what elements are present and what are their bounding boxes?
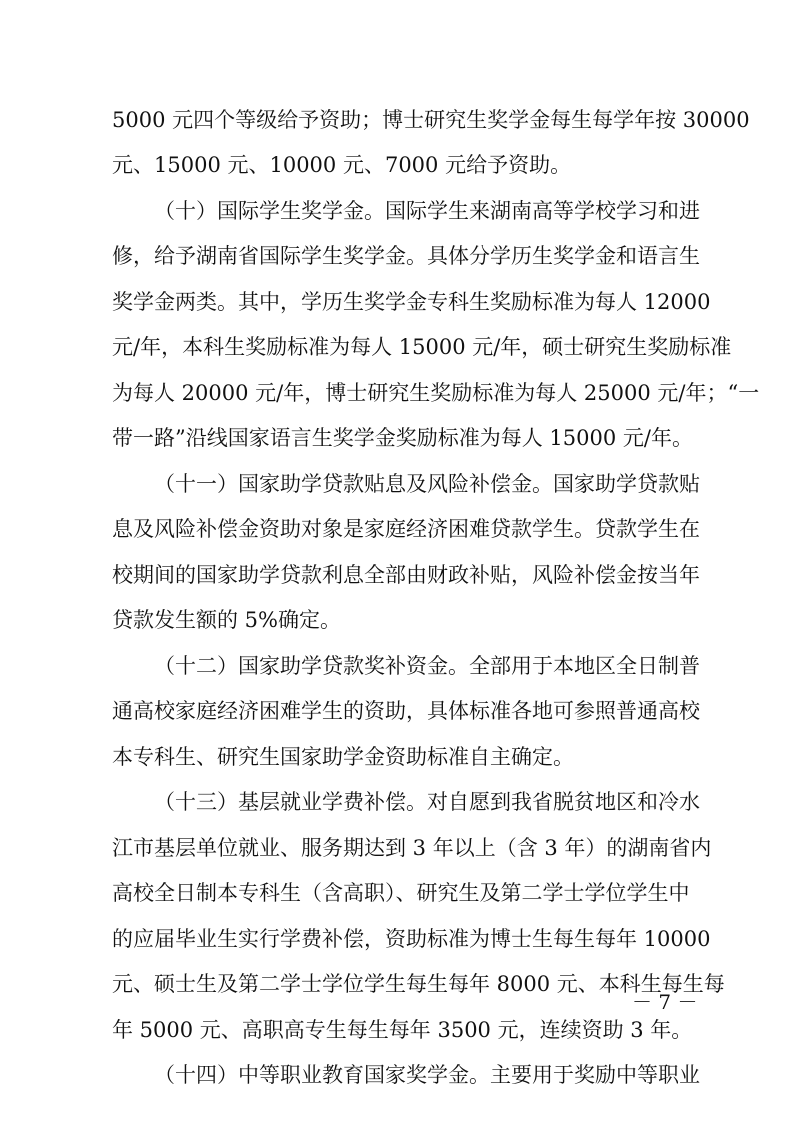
text-line: 奖学金两类。其中，学历生奖学金专科生奖励标准为每人 12000 — [112, 290, 711, 314]
paragraph-heading-line: （十三）基层就业学费补偿。对自愿到我省脱贫地区和冷水 — [154, 790, 700, 814]
text-line: 修，给予湖南省国际学生奖学金。具体分学历生奖学金和语言生 — [112, 244, 700, 268]
text-line: 江市基层单位就业、服务期达到 3 年以上（含 3 年）的湖南省内 — [112, 836, 712, 860]
text-line: 年 5000 元、高职高专生每生每年 3500 元，连续资助 3 年。 — [112, 1018, 693, 1042]
text-line: 通高校家庭经济困难学生的资助，具体标准各地可参照普通高校 — [112, 699, 700, 723]
text-line: 元、15000 元、10000 元、7000 元给予资助。 — [112, 153, 572, 177]
paragraph-heading-line: （十二）国家助学贷款奖补资金。全部用于本地区全日制普 — [154, 654, 700, 678]
text-line: 校期间的国家助学贷款利息全部由财政补贴，风险补偿金按当年 — [112, 563, 700, 587]
text-line: 5000 元四个等级给予资助；博士研究生奖学金每生每学年按 30000 — [112, 108, 750, 132]
text-line: 带一路”沿线国家语言生奖学金奖励标准为每人 15000 元/年。 — [112, 426, 693, 450]
text-line: 本专科生、研究生国家助学金资助标准自主确定。 — [112, 745, 574, 769]
text-line: 息及风险补偿金资助对象是家庭经济困难贷款学生。贷款学生在 — [112, 517, 700, 541]
paragraph-heading-line: （十）国际学生奖学金。国际学生来湖南高等学校学习和进 — [154, 199, 700, 223]
text-line: 元/年，本科生奖励标准为每人 15000 元/年，硕士研究生奖励标准 — [112, 335, 732, 359]
paragraph-heading-line: （十一）国家助学贷款贴息及风险补偿金。国家助学贷款贴 — [154, 472, 700, 496]
paragraph-heading-line: （十四）中等职业教育国家奖学金。主要用于奖励中等职业 — [154, 1063, 700, 1087]
text-line: 为每人 20000 元/年，博士研究生奖励标准为每人 25000 元/年；“一 — [112, 381, 760, 405]
text-line: 贷款发生额的 5%确定。 — [112, 608, 341, 632]
text-line: 的应届毕业生实行学费补偿，资助标准为博士生每生每年 10000 — [112, 927, 711, 951]
text-line: 元、硕士生及第二学士学位学生每生每年 8000 元、本科生每生每 — [112, 972, 725, 996]
text-line: 高校全日制本专科生（含高职）、研究生及第二学士学位学生中 — [112, 881, 690, 905]
page-number: － 7 － — [632, 990, 698, 1014]
